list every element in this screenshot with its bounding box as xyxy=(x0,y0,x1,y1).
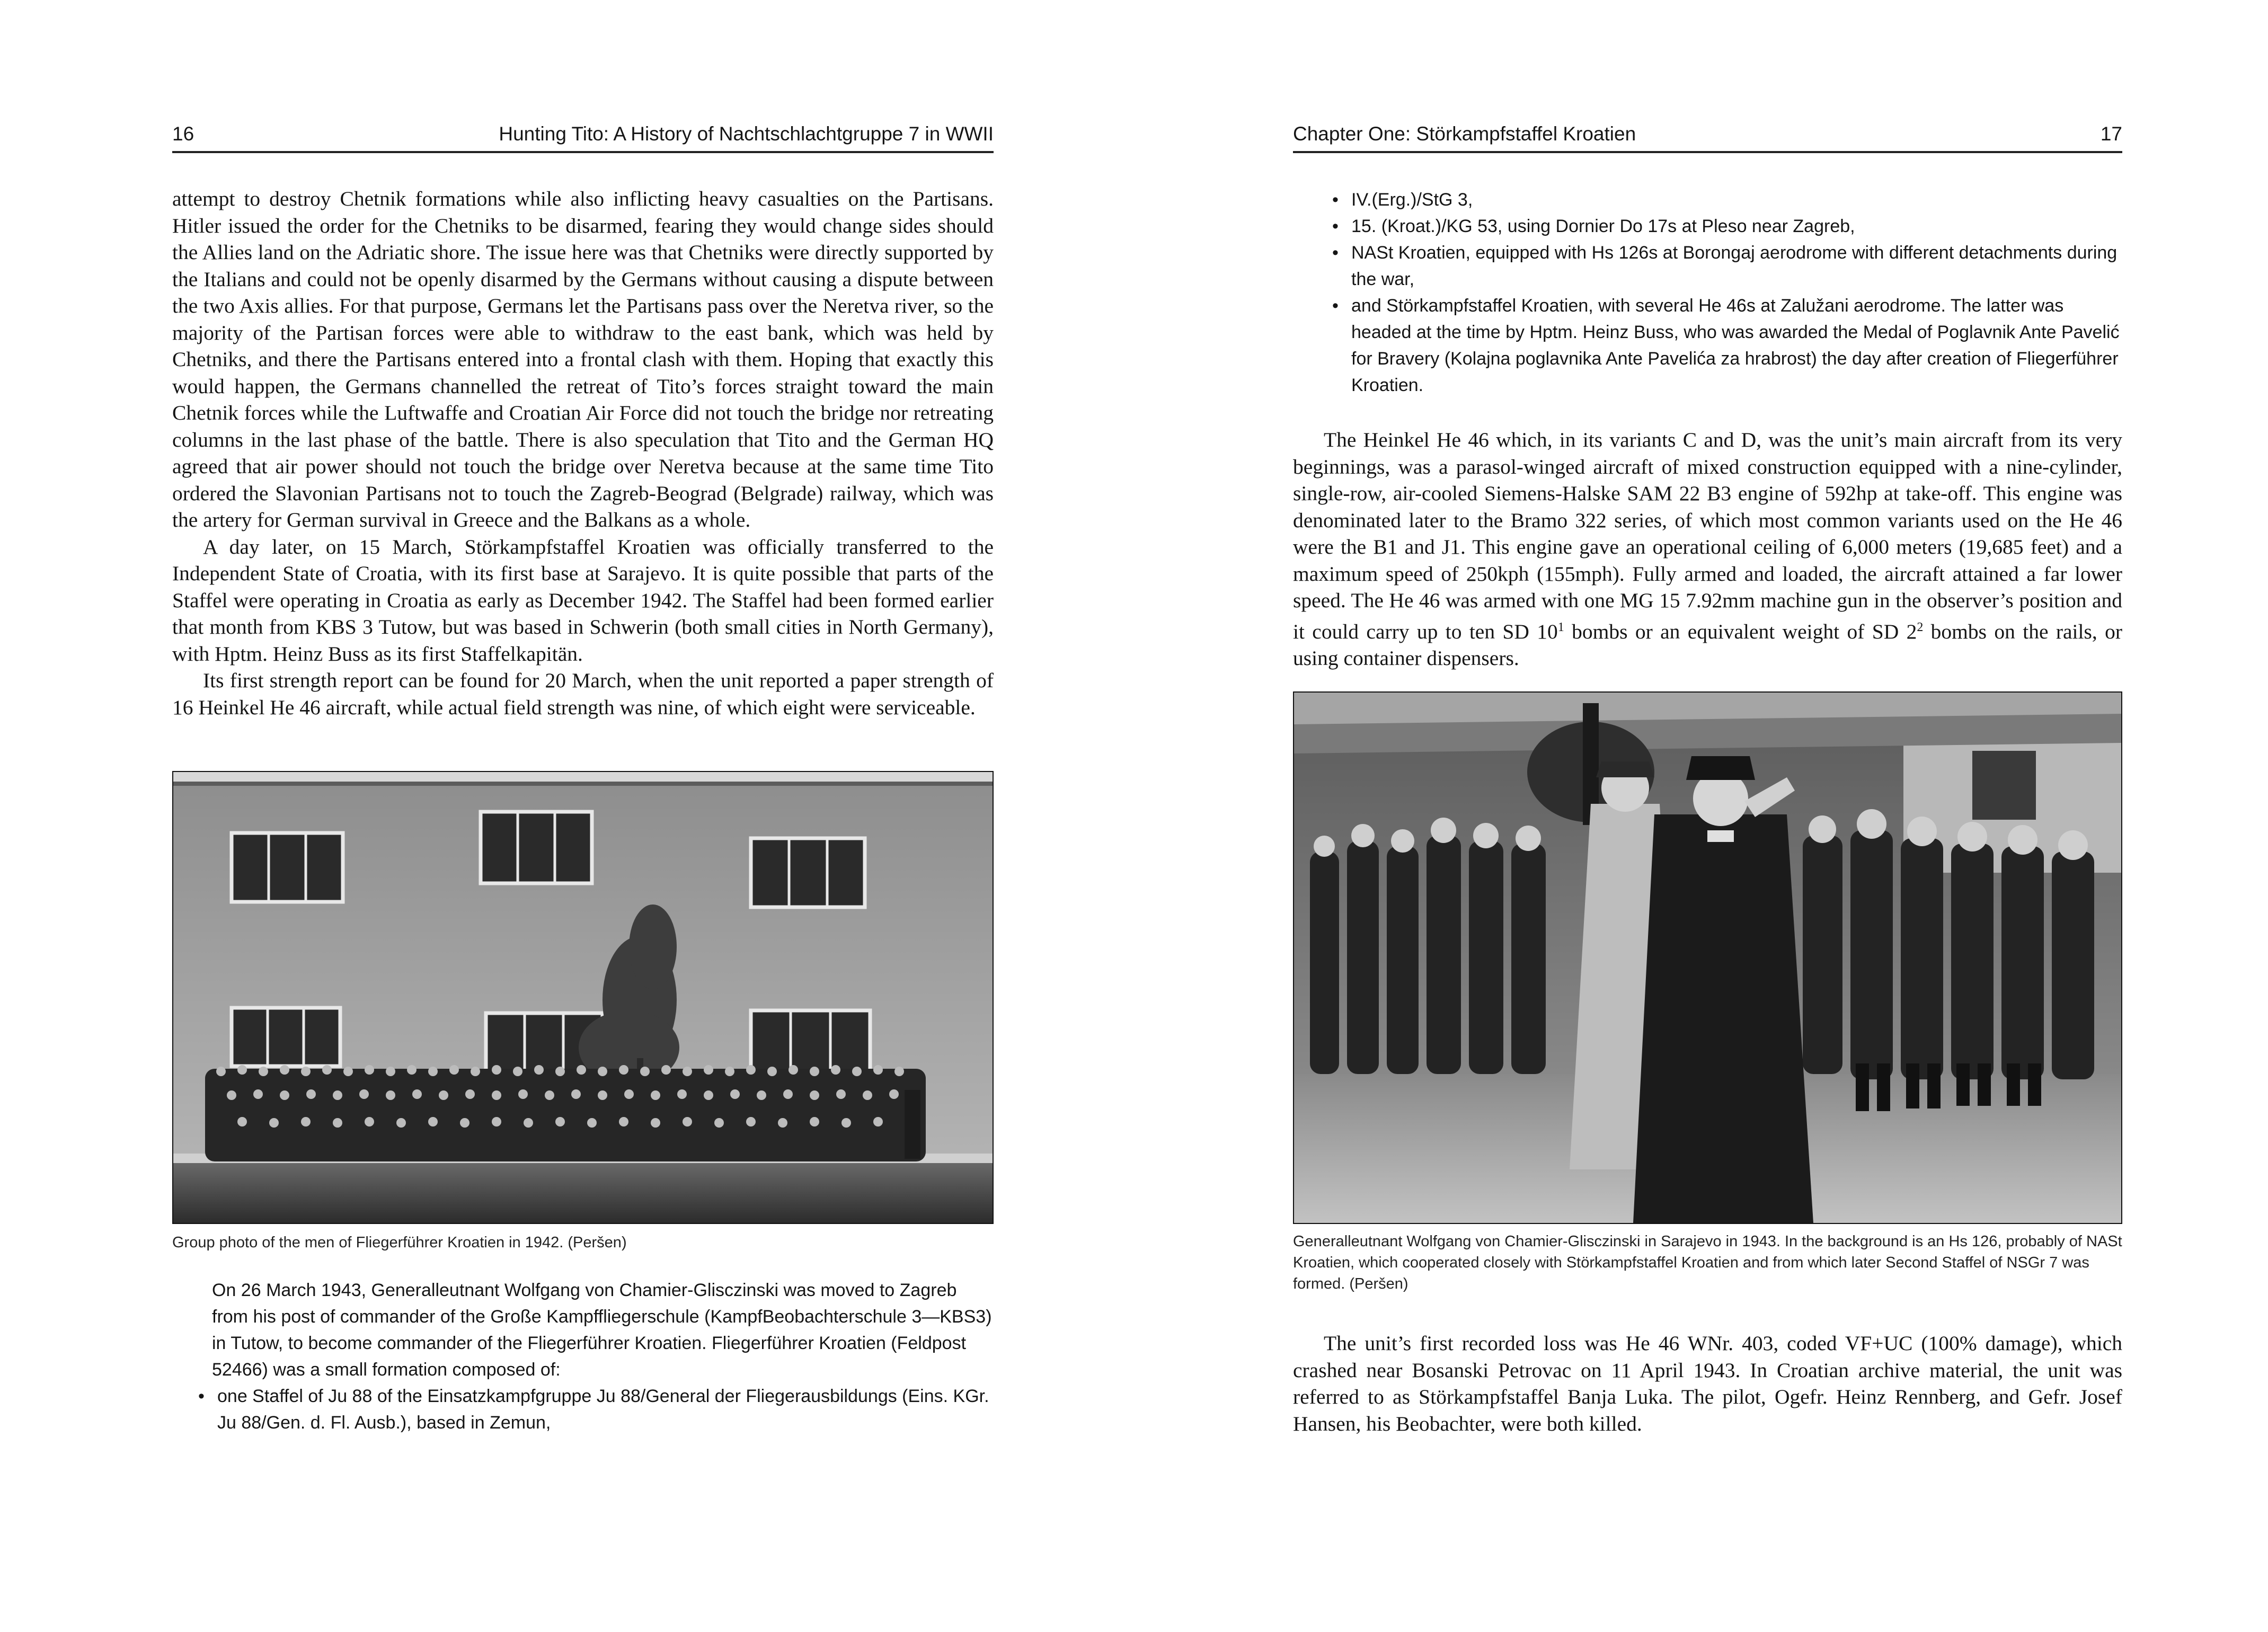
left-page-header xyxy=(172,119,994,153)
paragraph-part: bombs or an equivalent weight of SD 2 xyxy=(1564,619,1917,643)
paragraph-part: The Heinkel He 46 which, in its variants C and D, was the unit’s main aircraft from its very beginnings, was a parasol-winged aircraft of mixed construction equipped with a nine-cylinder, single-row, air-cooled Siemens-Halske SAM 22 B3 engine of 592hp at take-off. This engine was denominated later to the Bramo 322 series, of which most common variants used on the He 46 were the B1 and J1. This engine gave an operational ceiling of 6,000 meters (19,685 feet) and a maximum speed of 250kph (155mph). Fully armed and loaded, the aircraft attained a far lower speed. The He 46 was armed with one MG 15 7.92mm machine gun in the observer’s position and it could carry up to ten SD 10 xyxy=(1293,428,2122,643)
group-photo-image xyxy=(173,772,993,1223)
paragraph-part: bombs on the rails, or using container dispensers. xyxy=(1293,619,2122,670)
right-page xyxy=(1134,0,2268,1632)
right-bullet-list xyxy=(1330,187,2122,398)
right-body-text xyxy=(1293,427,2122,672)
generalleutnant-photo xyxy=(1293,691,2122,1224)
left-running-title: Hunting Tito: A History of Nachtschlachtgruppe 7 in WWII xyxy=(499,123,994,145)
right-page-number: 17 xyxy=(2100,123,2122,145)
bullet-item: • IV.(Erg.)/StG 3, xyxy=(1330,187,2122,213)
right-running-title: Chapter One: Störkampfstaffel Kroatien xyxy=(1293,123,1636,145)
generalleutnant-photo-image xyxy=(1294,693,2121,1223)
body-paragraph: Its first strength report can be found for 20 March, when the unit reported a paper strength of 16 Heinkel He 46 aircraft, while actual field strength was nine, of which eight were serviceable. xyxy=(172,669,994,719)
bullet-item: • 15. (Kroat.)/KG 53, using Dornier Do 17s at Pleso near Zagreb, xyxy=(1330,213,2122,240)
right-final-text xyxy=(1293,1330,2122,1437)
group-photo-caption: Group photo of the men of Fliegerführer Kroatien in 1942. (Peršen) xyxy=(172,1234,627,1251)
left-page-number: 16 xyxy=(172,123,194,145)
left-sans-section xyxy=(212,1277,994,1436)
sans-paragraph: On 26 March 1943, Generalleutnant Wolfgang von Chamier-Glisczinski was moved to Zagreb from his post of commander of the Große Kampffliegerschule (KampfBeobachterschule 3—KBS3) in Tutow, to become commander of the Fliegerführer Kroatien. Fliegerführer Kroatien (Feldpost 52466) was a small formation composed of: xyxy=(212,1280,992,1380)
bullet-item: • NASt Kroatien, equipped with Hs 126s at Borongaj aerodrome with different detachments during the war, xyxy=(1330,240,2122,292)
generalleutnant-photo-caption: Generalleutnant Wolfgang von Chamier-Glisczinski in Sarajevo in 1943. In the background is an Hs 126, probably of NASt Kroatien, which cooperated closely with Störkampfstaffel Kroatien and from which later Second Staffel of NSGr 7 was formed. (Peršen) xyxy=(1293,1233,2122,1292)
left-bullet-list xyxy=(196,1383,994,1436)
footnote-marker: 1 xyxy=(1557,620,1564,634)
body-paragraph: attempt to destroy Chetnik formations while also inflicting heavy casualties on the Partisans. Hitler issued the order for the Chetniks to be disarmed, fearing they would change sides should the Allies land on the Adriatic shore. The issue here was that Chetniks were directly supported by the Italians and could not be openly disarmed by the Germans without causing a dispute between the two Axis allies. For that purpose, Germans let the Partisans pass over the Neretva river, so the majority of the Partisan forces were able to withdraw to the east bank, which was held by Chetniks, and there the Partisans entered into a frontal clash with them. Hoping that exactly this would happen, the Germans channelled the retreat of Tito’s forces straight toward the main Chetnik forces while the Luftwaffe and Croatian Air Force did not touch the bridge nor retreating columns in the last phase of the battle. There is also speculation that Tito and the German HQ agreed that air power should not touch the bridge over Neretva because at the same time Tito ordered the Slavonian Partisans not to touch the Zagreb-Beograd (Belgrade) railway, which was the artery for German survival in Greece and the Balkans as a whole. xyxy=(172,187,994,531)
bullet-item: • and Störkampfstaffel Kroatien, with several He 46s at Zalužani aerodrome. The latter was headed at the time by Hptm. Heinz Buss, who was awarded the Medal of Poglavnik Ante Pavelić for Bravery (Kolajna poglavnika Ante Pavelića za hrabrost) the day after creation of Fliegerführer Kroatien. xyxy=(1330,292,2122,398)
right-page-header xyxy=(1293,119,2122,153)
bullet-item: • one Staffel of Ju 88 of the Einsatzkampfgruppe Ju 88/General der Fliegerausbildungs (Eins. KGr. Ju 88/Gen. d. Fl. Ausb.), based in Zemun, xyxy=(196,1383,994,1436)
left-body-text xyxy=(172,185,994,721)
body-paragraph: The unit’s first recorded loss was He 46 WNr. 403, coded VF+UC (100% damage), which crashed near Bosanski Petrovac on 11 April 1943. In Croatian archive material, the unit was referred to as Störkampfstaffel Banja Luka. The pilot, Ogefr. Heinz Rennberg, and Gefr. Josef Hansen, his Beobachter, were both killed. xyxy=(1293,1332,2122,1435)
right-bullet-section xyxy=(1330,187,2122,398)
body-paragraph: A day later, on 15 March, Störkampfstaffel Kroatien was officially transferred to the Independent State of Croatia, with its first base at Sarajevo. It is quite possible that parts of the Staffel were operating in Croatia as early as December 1942. The Staffel had been formed earlier that month from KBS 3 Tutow, but was based in Schwerin (both small cities in North Germany), with Hptm. Heinz Buss as its first Staffelkapitän. xyxy=(172,535,994,666)
footnote-marker: 2 xyxy=(1917,620,1924,634)
group-photo xyxy=(172,771,994,1224)
body-paragraph xyxy=(1293,427,2122,672)
